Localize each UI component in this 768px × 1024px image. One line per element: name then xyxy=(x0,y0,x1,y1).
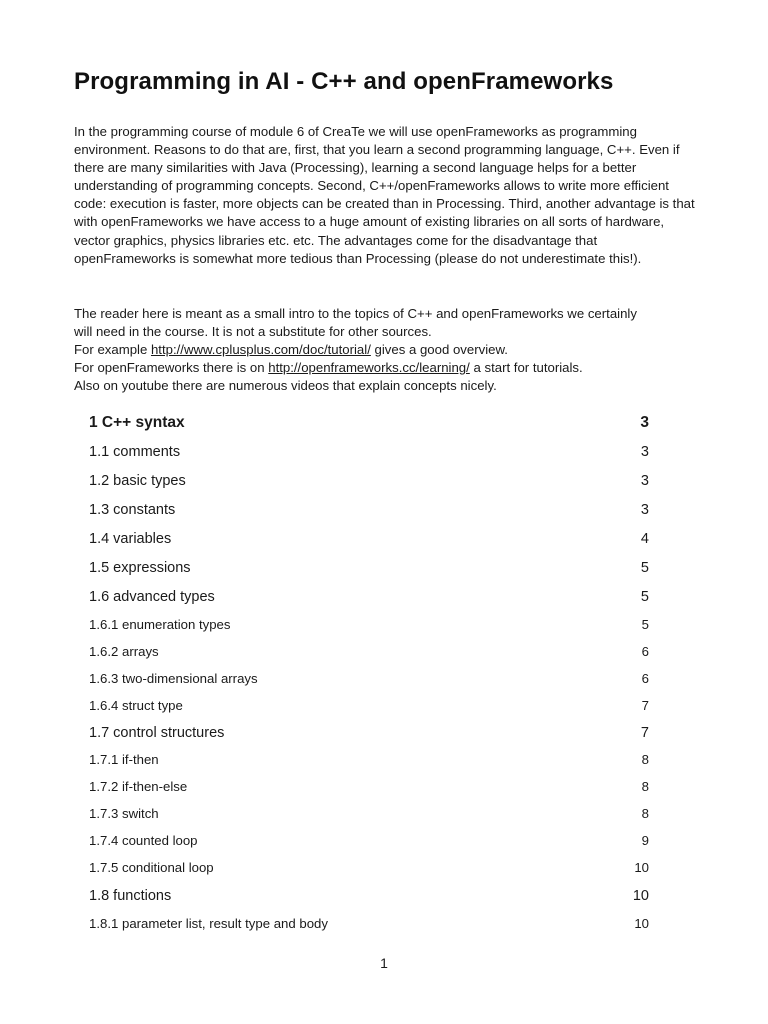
toc-entry-label: 1.6 advanced types xyxy=(89,589,215,605)
intro-text: In the programming course of module 6 of CreaTe we will use openFrameworks as programming environment. Reasons to do that are, first, that you learn a second programming language, C++. Even if there are many similarities with Java (Processing), learning a second language helps for a better understanding of programming concepts. Second, C++/openFrameworks allows to write more efficient code: execution is faster, more objects can be created than in Processing. Third, another advantage is that with openFrameworks we have access to a huge amount of existing libraries on all sorts of hardware, vector graphics, physics libraries etc. etc. The advantages come for the disadvantage that openFrameworks is somewhat more tedious than Processing (please do not underestimate this!). xyxy=(74,124,695,266)
toc-entry-label: 1.7.5 conditional loop xyxy=(89,860,214,875)
toc-entry[interactable] xyxy=(89,671,649,686)
toc-entry[interactable] xyxy=(89,725,649,741)
toc-entry-page: 8 xyxy=(641,779,649,794)
toc-entry-page: 7 xyxy=(641,698,649,713)
openframeworks-learning-link[interactable]: http://openframeworks.cc/learning/ xyxy=(268,360,470,376)
toc-entry-label: 1.7.2 if-then-else xyxy=(89,779,188,794)
toc-entry-page: 8 xyxy=(641,752,649,767)
toc-entry-page: 6 xyxy=(641,671,649,686)
toc-entry[interactable] xyxy=(89,860,649,875)
toc-entry-label: 1.7.4 counted loop xyxy=(89,833,198,848)
toc-entry[interactable] xyxy=(89,806,649,821)
cplusplus-tutorial-link[interactable]: http://www.cplusplus.com/doc/tutorial/ xyxy=(150,342,371,358)
toc-entry-page: 10 xyxy=(634,860,649,875)
toc-entry[interactable] xyxy=(89,414,649,432)
toc-entry-label: 1.1 comments xyxy=(89,444,181,460)
toc-entry[interactable] xyxy=(89,698,649,713)
toc-entry-label: 1.6.4 struct type xyxy=(89,698,183,713)
reader-line-1: The reader here is meant as a small intro to the topics of C++ and openFrameworks we certainly xyxy=(74,306,637,321)
toc-entry-label: 1.4 variables xyxy=(89,531,172,547)
toc-entry-page: 5 xyxy=(641,617,649,632)
toc-entry-page: 4 xyxy=(640,531,649,547)
toc-entry-label: 1.7 control structures xyxy=(89,725,225,741)
toc-entry[interactable] xyxy=(89,888,649,904)
reader-paragraph xyxy=(74,305,699,395)
toc-entry[interactable] xyxy=(89,502,649,518)
toc-entry-label: 1.3 constants xyxy=(89,502,176,518)
toc-entry-page: 9 xyxy=(641,833,649,848)
toc-entry-page: 10 xyxy=(634,916,649,931)
toc-entry[interactable] xyxy=(89,644,649,659)
toc-entry[interactable] xyxy=(89,444,649,460)
toc-entry-label: 1.2 basic types xyxy=(89,473,186,489)
toc-entry-page: 3 xyxy=(640,414,649,431)
toc-entry-label: 1.5 expressions xyxy=(89,560,191,576)
toc-entry-label: 1.6.3 two-dimensional arrays xyxy=(89,671,258,686)
toc-entry-page: 6 xyxy=(641,644,649,659)
toc-entry-label: 1.8.1 parameter list, result type and body xyxy=(89,916,328,931)
reader-line-4-after: a start for tutorials. xyxy=(469,360,583,376)
toc-entry[interactable] xyxy=(89,916,649,931)
reader-line-4 xyxy=(74,359,699,377)
intro-paragraph xyxy=(74,123,699,268)
toc-entry-label: 1 C++ syntax xyxy=(89,414,185,431)
toc-entry-label: 1.6.1 enumeration types xyxy=(89,617,231,632)
toc-entry-page: 8 xyxy=(641,806,649,821)
page-title: Programming in AI - C++ and openFrameworks xyxy=(74,68,614,95)
toc-entry-label: 1.8 functions xyxy=(89,888,172,904)
toc-entry-page: 7 xyxy=(640,725,649,741)
reader-line-3-before: For example xyxy=(74,342,151,358)
toc-entry[interactable] xyxy=(89,589,649,605)
toc-entry[interactable] xyxy=(89,617,649,632)
reader-line-3 xyxy=(74,341,699,359)
toc-entry-page: 5 xyxy=(640,560,649,576)
toc-entry[interactable] xyxy=(89,779,649,794)
toc-entry-label: 1.6.2 arrays xyxy=(89,644,159,659)
toc-entry-label: 1.7.1 if-then xyxy=(89,752,159,767)
reader-line-5: Also on youtube there are numerous videos that explain concepts nicely. xyxy=(74,378,497,394)
toc-entry-page: 3 xyxy=(640,444,649,460)
toc-entry-page: 10 xyxy=(632,888,649,904)
toc-entry[interactable] xyxy=(89,833,649,848)
reader-line-2: will need in the course. It is not a substitute for other sources. xyxy=(74,324,432,340)
toc-entry[interactable] xyxy=(89,560,649,576)
toc-entry[interactable] xyxy=(89,473,649,489)
reader-line-3-after: gives a good overview. xyxy=(370,342,508,358)
toc-entry[interactable] xyxy=(89,752,649,767)
page-number: 1 xyxy=(380,955,388,971)
toc-entry-page: 3 xyxy=(640,473,649,489)
toc-entry-label: 1.7.3 switch xyxy=(89,806,159,821)
toc-entry-page: 3 xyxy=(640,502,649,518)
toc-entry-page: 5 xyxy=(640,589,649,605)
reader-line-4-before: For openFrameworks there is on xyxy=(74,360,269,376)
toc-entry[interactable] xyxy=(89,531,649,547)
